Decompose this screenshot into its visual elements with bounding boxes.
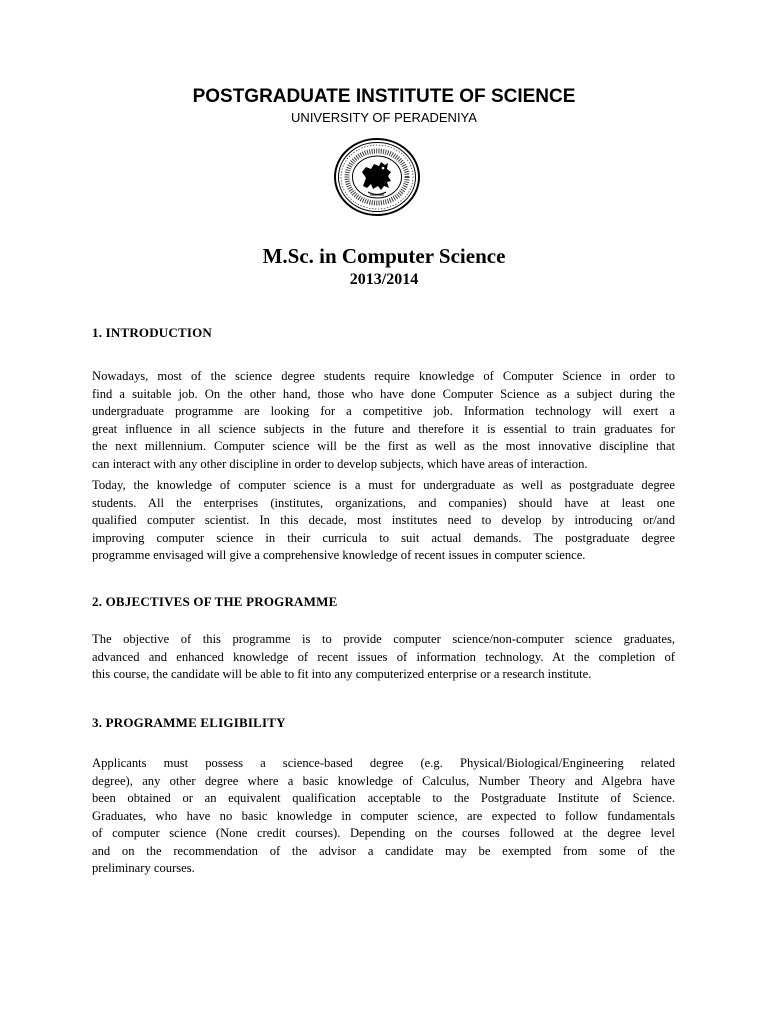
text-line: the next millennium. Computer science will be the first as well as the most innovative discipline that (92, 439, 675, 453)
institute-title: POSTGRADUATE INSTITUTE OF SCIENCE (192, 86, 576, 107)
section-heading-objectives: 2. OBJECTIVES OF THE PROGRAMME (92, 594, 338, 609)
university-name: UNIVERSITY OF PERADENIYA (291, 110, 477, 125)
text-line: find a suitable job. On the other hand, those who have done Computer Science as a subject during the (92, 386, 675, 401)
text-line: undergraduate programme are looking for a competitive job. Information technology will exert a (92, 404, 675, 418)
text-line: Today, the knowledge of computer science is a must for undergraduate as well as postgraduate degree (92, 478, 675, 492)
section-heading-introduction: 1. INTRODUCTION (92, 325, 213, 340)
text-line: of computer science (None credit courses). Depending on the courses followed at the degree level (92, 826, 675, 840)
text-line: Graduates, who have no basic knowledge in computer science, are expected to follow fundamentals (92, 808, 675, 823)
text-line: The objective of this programme is to provide computer science/non-computer science graduates, (92, 632, 675, 646)
text-line: this course, the candidate will be able to fit into any computerized enterprise or a research institute. (92, 667, 592, 681)
text-line: advanced and enhanced knowledge of recent issues of information technology. At the completion of (92, 649, 675, 664)
programme-title: M.Sc. in Computer Science (262, 244, 506, 268)
objectives-paragraph (92, 631, 675, 684)
text-line: programme envisaged will give a comprehensive knowledge of recent issues in computer science. (92, 548, 586, 562)
text-line: and on the recommendation of the advisor a candidate may be exempted from some of the (92, 843, 675, 858)
text-line: preliminary courses. (92, 861, 195, 875)
text-line: been obtained or an equivalent qualification acceptable to the Postgraduate Institute of Science. (92, 791, 675, 805)
programme-year: 2013/2014 (349, 271, 419, 288)
section-heading-eligibility: 3. PROGRAMME ELIGIBILITY (92, 715, 286, 730)
text-line: improving computer science in their curricula to suit actual demands. The postgraduate degree (92, 530, 675, 545)
text-line: Applicants must possess a science-based degree (e.g. Physical/Biological/Engineering related (92, 756, 675, 770)
intro-paragraph-1 (92, 368, 675, 473)
eligibility-paragraph (92, 755, 675, 878)
text-line: degree), any other degree where a basic knowledge of Calculus, Number Theory and Algebra have (92, 773, 675, 788)
text-line: great influence in all science subjects in the future and therefore it is essential to train graduates for (92, 421, 675, 436)
text-line: Nowadays, most of the science degree students require knowledge of Computer Science in order to (92, 369, 675, 383)
intro-paragraph-2 (92, 477, 675, 565)
text-line: can interact with any other discipline in order to develop subjects, which have areas of interaction. (92, 456, 588, 471)
text-line: students. All the enterprises (institutes, organizations, and companies) should have at least one (92, 495, 675, 510)
text-line: qualified computer scientist. In this decade, most institutes need to develop by introducing or/and (92, 513, 675, 527)
university-seal-icon (333, 137, 421, 217)
